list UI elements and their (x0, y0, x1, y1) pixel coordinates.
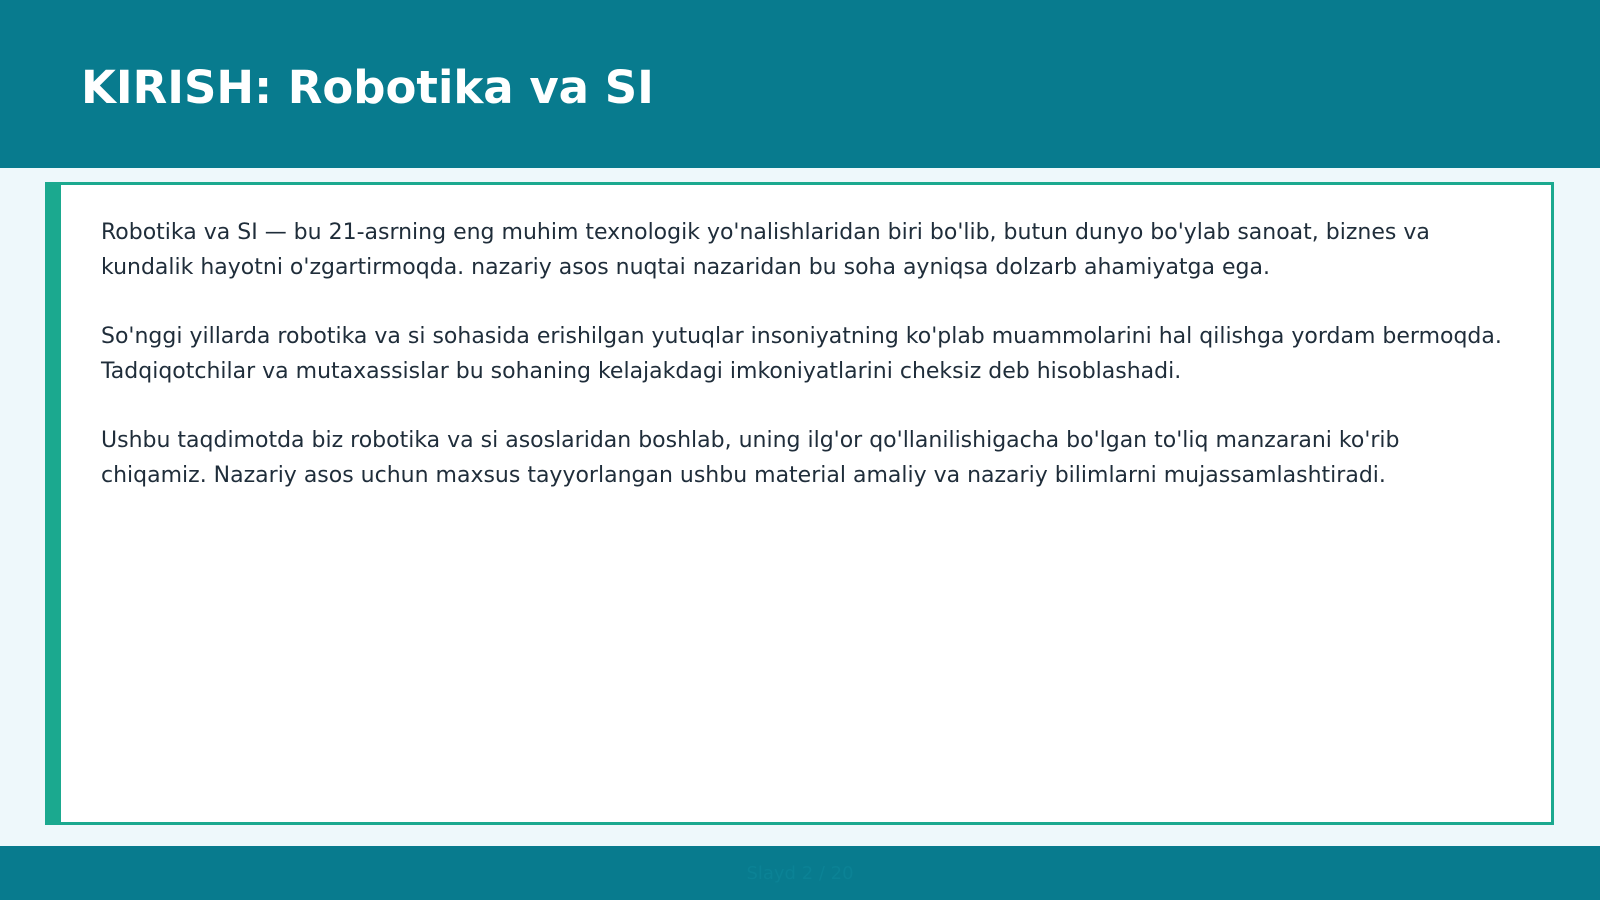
paragraph-achievements: So'nggi yillarda robotika va si sohasida erishilgan yutuqlar insoniyatning ko'plab muammolarini hal qilishga yordam bermoqda. Tadqiqotchilar va mutaxassislar bu sohaning kelajakdagi imkoniyatlarini cheksiz deb hisoblashadi. (101, 324, 1502, 384)
slide-title: KIRISH: Robotika va SI (81, 61, 654, 114)
slide-header (0, 0, 1600, 168)
slide-footer (0, 846, 1600, 900)
slide-number: Slayd 2 / 20 (746, 863, 854, 884)
paragraph-overview: Ushbu taqdimotda biz robotika va si asoslaridan boshlab, uning ilg'or qo'llanilishigacha bo'lgan to'liq manzarani ko'rib chiqamiz. Nazariy asos uchun maxsus tayyorlangan ushbu material amaliy va nazariy bilimlarni mujassamlashtiradi. (101, 428, 1400, 488)
paragraph-intro: Robotika va SI — bu 21-asrning eng muhim texnologik yo'nalishlaridan biri bo'lib, butun dunyo bo'ylab sanoat, biznes va kundalik hayotni o'zgartirmoqda. nazariy asos nuqtai nazaridan bu soha ayniqsa dolzarb ahamiyatga ega. (101, 220, 1430, 280)
content-panel (45, 182, 1554, 825)
paragraph-list (101, 215, 1511, 527)
